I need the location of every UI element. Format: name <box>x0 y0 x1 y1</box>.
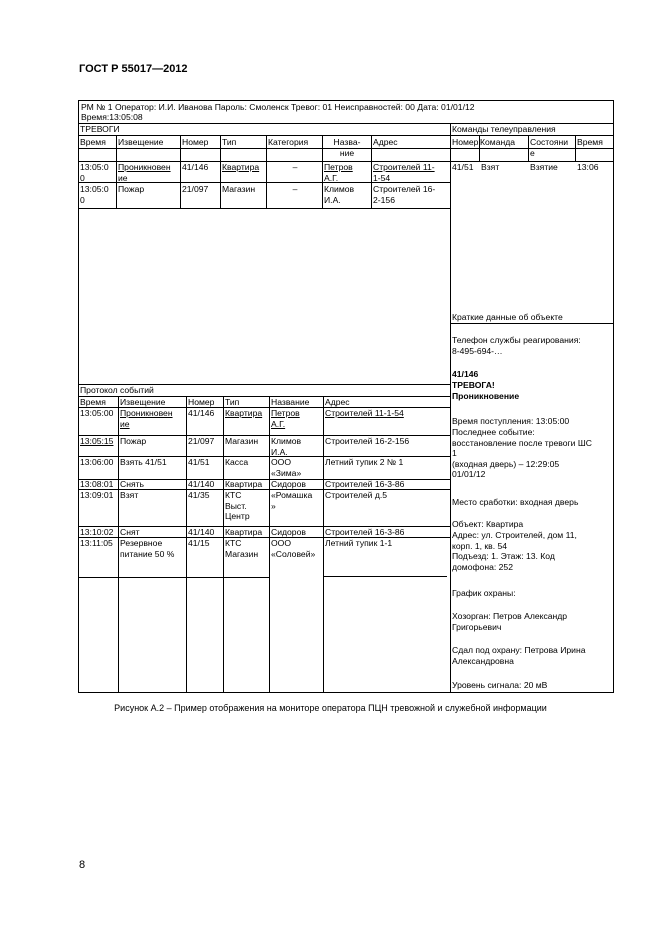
figure-caption: Рисунок А.2 – Пример отображения на мониторе оператора ПЦН тревожной и служебной информации <box>114 703 547 713</box>
alarms-col-number: Номер <box>182 137 209 147</box>
commands-title: Команды телеуправления <box>452 124 556 134</box>
trigger-place: Место сработки: входная дверь <box>452 497 579 507</box>
commands-col-command: Команда <box>480 137 516 147</box>
protocol-col-address: Адрес <box>325 397 350 407</box>
status-time: Время:13:05:08 <box>81 112 143 122</box>
object-id: 41/146 <box>452 369 479 379</box>
alarms-col-notice: Извещение <box>118 137 164 147</box>
protocol-col-name: Название <box>271 397 310 407</box>
protocol-col-type: Тип <box>225 397 240 407</box>
owner: Хозорган: Петров Александр Григорьевич <box>452 611 568 632</box>
protocol-title: Протокол событий <box>80 385 154 395</box>
alarms-title: ТРЕВОГИ <box>80 124 120 134</box>
guard-schedule: График охраны: <box>452 588 516 598</box>
protocol-col-number: Номер <box>188 397 215 407</box>
protocol-col-notice: Извещение <box>120 397 166 407</box>
document-header: ГОСТ Р 55017—2012 <box>79 63 188 75</box>
status-line: РМ № 1 Оператор: И.И. Иванова Пароль: Смоленск Тревог: 01 Неисправностей: 00 Дата: 01/01/12 <box>81 102 475 112</box>
commands-col-number: Номер <box>452 137 479 147</box>
commands-col-state: Состояни е <box>530 137 569 158</box>
alarms-col-type: Тип <box>222 137 237 147</box>
object-type: Объект: Квартира <box>452 519 524 529</box>
signal-level: Уровень сигнала: 20 мВ <box>452 680 548 690</box>
operator-screen: РМ № 1 Оператор: И.И. Иванова Пароль: Смоленск Тревог: 01 Неисправностей: 00 Дата: 01/01/12 Время:13:05:08 ТРЕВОГИ Время Извещение Номер Тип Категория Назва- ние Адрес 13:05:0 0 Проникновен ие 41/146 Квартира – Петров А.Г. Строителей 11- 1-54 13:05:0 0 Пожар 21/097 Магазин – Климов И.А. Строителей 16- 2-156 Команды телеуправления Номер Команда Состояни е Время 41/51 Взят Взятие 13:06 Краткие данные об объекте Телефон службы реагирования: 8-495-694-… 41/146 ТРЕВОГА! Проникновение Время поступления: 13:05:00 Последнее событие: восстановление после тревоги ШС 1 (входная дверь) – 12:29:05 01/01/12 Место сработки: входная дверь Объект: Квартира Адрес: ул. Строителей, дом 11, корп. 1, кв. 54 Подъезд: 1. Этаж: 13. Код домофона: 252 График охраны: Хозорган: Петров Александр Григорьевич Сдал под охрану: Петрова Ирина Александровна Уровень сигнала: 20 мВ Протокол событий Время Извещение Номер Тип Название Адрес 13:05:00 Проникновен ие 41/146 Квартира Петров А.Г. Строителей 11-1-54 13:05:15 Пожар 21/097 Магазин Климов И.А. Строителей 16-2-156 13:06:00 Взять 41/51 41/51 Касса ООО «Зима» Летний тупик 2 № 1 13:08:01 Снять 41/140 Квартира Сидоров Строителей 16-3-86 13:09:01 Взят 41/35 КТС Выст. Центр «Ромашка » Строителей д.5 13:10:02 Снят 41/140 Квартира Сидоров Строителей 16-3-86 13:11:05 Резервное питание 50 % 41/15 КТС Магазин ООО «Соловей» Летний тупик 1-1 <box>78 100 614 693</box>
alarm-type: Проникновение <box>452 391 520 401</box>
service-phone: Телефон службы реагирования: 8-495-694-… <box>452 335 581 356</box>
alarms-col-address: Адрес <box>373 137 398 147</box>
alarms-col-time: Время <box>80 137 106 147</box>
alarm-flag: ТРЕВОГА! <box>452 380 495 390</box>
object-info-title: Краткие данные об объекте <box>452 312 563 322</box>
page-number: 8 <box>79 859 86 871</box>
last-event: Последнее событие: восстановление после тревоги ШС 1 (входная дверь) – 12:29:05 01/01/12 <box>452 427 592 479</box>
received-time: Время поступления: 13:05:00 <box>452 416 570 426</box>
handed-by: Сдал под охрану: Петрова Ирина Александровна <box>452 645 586 666</box>
alarms-col-name: Назва- ние <box>333 137 361 158</box>
protocol-col-time: Время <box>80 397 106 407</box>
commands-col-time: Время <box>577 137 603 147</box>
alarms-col-category: Категория <box>268 137 309 147</box>
object-address: Адрес: ул. Строителей, дом 11, корп. 1, кв. 54 Подъезд: 1. Этаж: 13. Код домофона: 252 <box>452 530 577 572</box>
